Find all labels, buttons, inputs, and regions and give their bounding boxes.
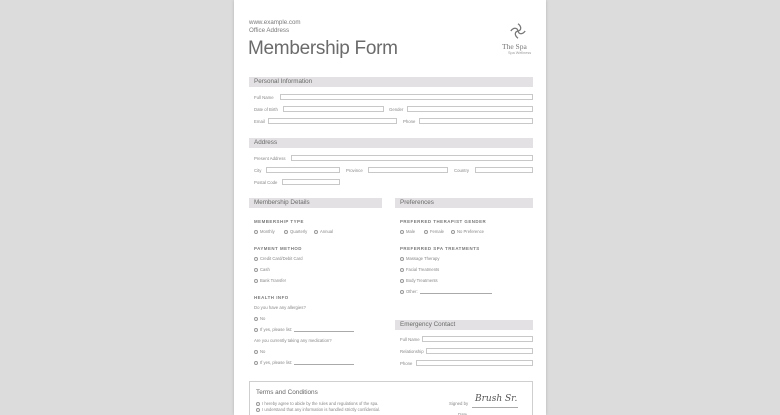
radio-icon	[254, 230, 258, 234]
email-label: Email	[254, 119, 265, 124]
medication-list-line[interactable]	[294, 361, 354, 365]
radio-icon	[424, 230, 428, 234]
gender-option-no-preference[interactable]: No Preference	[451, 229, 484, 234]
terms-heading: Terms and Conditions	[256, 389, 318, 396]
treatment-option-facial[interactable]: Facial Treatments	[400, 267, 439, 272]
emergency-phone-label: Phone	[400, 361, 413, 366]
type-option-annual[interactable]: Annual	[314, 229, 333, 234]
address-heading: Address	[249, 138, 533, 148]
emergency-relationship-label: Relationship	[400, 349, 424, 354]
province-field[interactable]	[368, 167, 448, 173]
province-label: Province	[346, 168, 363, 173]
radio-icon	[400, 257, 404, 261]
email-field[interactable]	[268, 118, 397, 124]
street-field[interactable]	[291, 155, 533, 161]
emergency-name-field[interactable]	[422, 336, 533, 342]
radio-icon	[400, 279, 404, 283]
page-title: Membership Form	[248, 38, 398, 59]
spa-treatments-label: PREFERRED SPA TREATMENTS	[400, 246, 480, 251]
membership-form-page	[234, 0, 546, 415]
radio-icon	[284, 230, 288, 234]
date-label: Date	[458, 412, 468, 415]
checkbox-icon	[256, 402, 260, 406]
payment-option-cash[interactable]: Cash	[254, 267, 270, 272]
emergency-relationship-field[interactable]	[426, 348, 533, 354]
medication-question: Are you currently taking any medication?	[254, 338, 332, 343]
phone-label: Phone	[403, 119, 416, 124]
membership-heading: Membership Details	[249, 198, 382, 208]
type-option-monthly[interactable]: Monthly	[254, 229, 275, 234]
postal-label: Postal Code	[254, 180, 278, 185]
terms-confidential-checkbox[interactable]: I understand that any information is handled strictly confidential.	[256, 407, 380, 412]
gender-option-female[interactable]: Female	[424, 229, 444, 234]
radio-icon	[400, 290, 404, 294]
full-name-label: Full Name	[254, 95, 274, 100]
radio-icon	[254, 268, 258, 272]
emergency-name-label: Full Name	[400, 337, 420, 342]
radio-icon	[314, 230, 318, 234]
personal-info-heading: Personal Information	[249, 77, 533, 87]
treatment-option-body[interactable]: Body Treatments	[400, 278, 438, 283]
terms-agree-checkbox[interactable]: I hereby agree to abide by the rules and regulations of the spa.	[256, 401, 378, 406]
allergy-list-line[interactable]	[294, 328, 354, 332]
dob-field[interactable]	[283, 106, 384, 112]
radio-icon	[254, 361, 258, 365]
therapist-gender-label: PREFERRED THERAPIST GENDER	[400, 219, 487, 224]
membership-type-label: MEMBERSHIP TYPE	[254, 219, 304, 224]
medication-option-no[interactable]: No	[254, 349, 265, 354]
city-label: City	[254, 168, 262, 173]
spa-logo-icon	[509, 22, 527, 40]
payment-option-card[interactable]: Credit Card/Debit Card	[254, 256, 303, 261]
brand-tagline: Spa Wellness	[508, 51, 532, 55]
postal-field[interactable]	[282, 179, 340, 185]
radio-icon	[400, 230, 404, 234]
street-label: Present Address	[254, 156, 286, 161]
emergency-heading: Emergency Contact	[395, 320, 533, 330]
full-name-field[interactable]	[280, 94, 533, 100]
treatment-option-other[interactable]: Other:	[400, 289, 492, 294]
health-info-label: HEALTH INFO	[254, 295, 289, 300]
allergy-option-no[interactable]: No	[254, 316, 265, 321]
treatment-option-massage[interactable]: Massage Therapy	[400, 256, 439, 261]
office-address: Office Address	[249, 27, 290, 34]
payment-option-bank[interactable]: Bank Transfer	[254, 278, 286, 283]
brand-name: The Spa	[502, 42, 527, 51]
phone-field[interactable]	[419, 118, 533, 124]
medication-option-yes[interactable]: If yes, please list:	[254, 360, 354, 365]
other-treatment-line[interactable]	[420, 290, 492, 294]
website-url: www.example.com	[249, 19, 301, 26]
checkbox-icon	[256, 408, 260, 412]
dob-label: Date of Birth	[254, 107, 278, 112]
signature: Brush Sr.	[475, 394, 518, 404]
radio-icon	[254, 317, 258, 321]
terms-box	[249, 381, 533, 415]
allergy-question: Do you have any allergies?	[254, 305, 306, 310]
radio-icon	[254, 257, 258, 261]
gender-label: Gender	[389, 107, 404, 112]
gender-field[interactable]	[407, 106, 533, 112]
payment-method-label: PAYMENT METHOD	[254, 246, 302, 251]
radio-icon	[400, 268, 404, 272]
preferences-heading: Preferences	[395, 198, 533, 208]
signed-by-label: Signed by	[449, 401, 469, 406]
emergency-phone-field[interactable]	[416, 360, 533, 366]
gender-option-male[interactable]: Male	[400, 229, 415, 234]
allergy-option-yes[interactable]: If yes, please list:	[254, 327, 354, 332]
country-label: Country	[454, 168, 470, 173]
country-field[interactable]	[475, 167, 533, 173]
city-field[interactable]	[266, 167, 340, 173]
radio-icon	[254, 279, 258, 283]
radio-icon	[254, 328, 258, 332]
radio-icon	[451, 230, 455, 234]
type-option-quarterly[interactable]: Quarterly	[284, 229, 307, 234]
radio-icon	[254, 350, 258, 354]
signature-line	[472, 407, 518, 408]
